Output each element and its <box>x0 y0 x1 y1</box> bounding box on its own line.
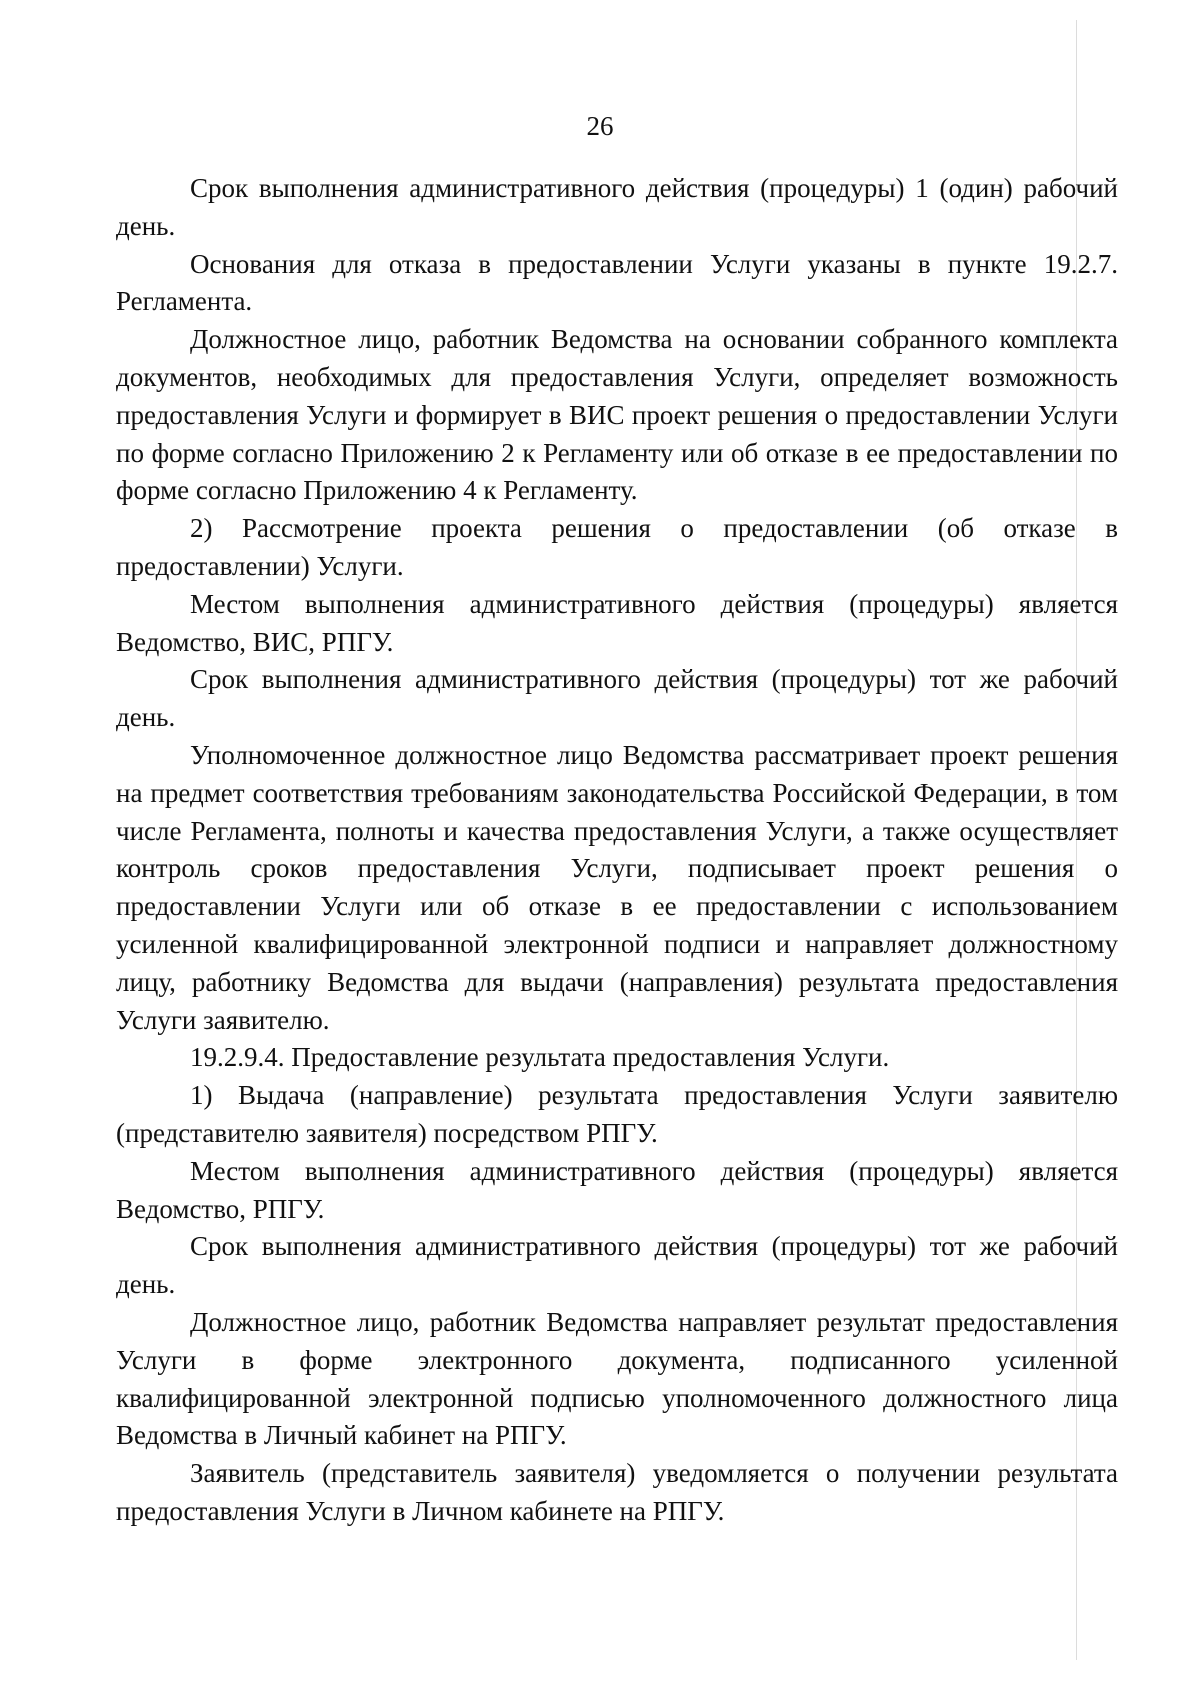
page-body <box>116 170 1118 1531</box>
paragraph: Должностное лицо, работник Ведомства на основании собранного комплекта документов, необходимых для предоставления Услуги, определяет возможность предоставления Услуги и формирует в ВИС проект решения о предоставлении Услуги по форме согласно Приложению 2 к Регламенту или об отказе в ее предоставлении по форме согласно Приложению 4 к Регламенту. <box>116 324 1118 506</box>
paragraph: 2) Рассмотрение проекта решения о предоставлении (об отказе в предоставлении) Услуги. <box>116 513 1118 581</box>
paragraph: Срок выполнения административного действия (процедуры) тот же рабочий день. <box>116 664 1118 733</box>
paragraph: Уполномоченное должностное лицо Ведомства рассматривает проект решения на предмет соответствия требованиям законодательства Российской Федерации, в том числе Регламента, полноты и качества предоставления Услуги, а также осуществляет контроль сроков предоставления Услуги, подписывает проект решения о предоставлении Услуги или об отказе в ее предоставлении с использованием усиленной квалифицированной электронной подписи и направляет должностному лицу, работнику Ведомства для выдачи (направления) результата предоставления Услуги заявителю. <box>116 739 1118 1035</box>
paragraph: Должностное лицо, работник Ведомства направляет результат предоставления Услуги в форме электронного документа, подписанного усиленной квалифицированной электронной подписью уполномоченного должностного лица Ведомства в Личный кабинет на РПГУ. <box>116 1306 1118 1451</box>
paragraph: Основания для отказа в предоставлении Услуги указаны в пункте 19.2.7. Регламента. <box>116 248 1118 317</box>
paragraph: Срок выполнения административного действия (процедуры) 1 (один) рабочий день. <box>116 173 1118 241</box>
paragraph: Местом выполнения административного действия (процедуры) является Ведомство, ВИС, РПГУ. <box>116 588 1118 657</box>
section-heading: 19.2.9.4. Предоставление результата предоставления Услуги. <box>190 1042 890 1073</box>
paragraph: Заявитель (представитель заявителя) уведомляется о получении результата предоставления Услуги в Личном кабинете на РПГУ. <box>116 1458 1118 1526</box>
paragraph: Срок выполнения административного действия (процедуры) тот же рабочий день. <box>116 1231 1118 1300</box>
page-number: 26 <box>586 111 614 141</box>
paragraph: Местом выполнения административного действия (процедуры) является Ведомство, РПГУ. <box>116 1155 1118 1224</box>
paragraph: 1) Выдача (направление) результата предоставления Услуги заявителю (представителю заявителя) посредством РПГУ. <box>116 1080 1118 1148</box>
